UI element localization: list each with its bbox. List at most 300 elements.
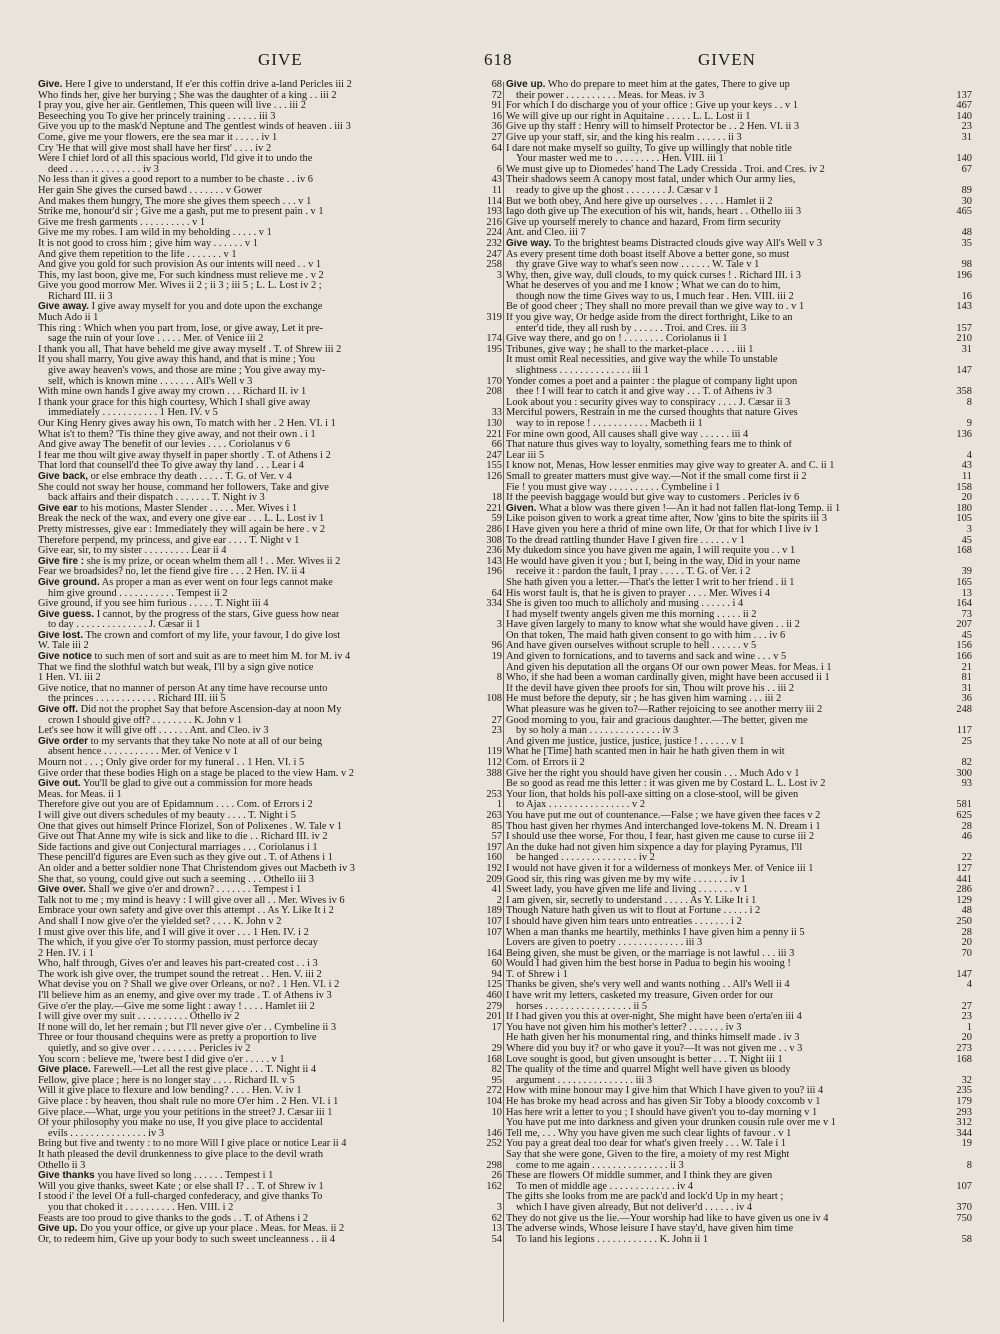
line-text bbox=[38, 1076, 295, 1087]
line-number: 62 bbox=[460, 1214, 502, 1225]
concordance-line bbox=[506, 1192, 972, 1203]
line-text bbox=[506, 398, 790, 409]
line-text bbox=[38, 536, 299, 547]
line-text bbox=[506, 80, 790, 91]
quotation: I thank you all, That have beheld me give away myself . T. of Shrew iii 2 bbox=[38, 344, 342, 355]
concordance-line bbox=[38, 641, 502, 652]
quotation: to such men of sort and suit as are to meet him M. for M. iv 4 bbox=[94, 652, 351, 663]
concordance-line bbox=[506, 144, 972, 155]
line-number: 94 bbox=[460, 970, 502, 981]
line-number: 36 bbox=[460, 122, 502, 133]
quotation: Though Nature hath given us wit to flout at Fortune . . . . . i 2 bbox=[506, 906, 761, 917]
line-text bbox=[516, 1182, 693, 1193]
line-number: 39 bbox=[930, 567, 972, 578]
concordance-line bbox=[38, 864, 502, 875]
line-number: 236 bbox=[460, 546, 502, 557]
quotation: No less than it gives a good report to a number to be chaste . . iv 6 bbox=[38, 175, 314, 186]
concordance-line bbox=[38, 493, 502, 504]
concordance-line bbox=[38, 1182, 502, 1193]
line-text bbox=[506, 101, 798, 112]
quotation: He must before the deputy, sir ; he has given him warning . . . iii 2 bbox=[506, 694, 782, 705]
concordance-line bbox=[506, 790, 972, 801]
line-text bbox=[506, 747, 785, 758]
concordance-line bbox=[506, 980, 972, 991]
line-number: 8 bbox=[460, 673, 502, 684]
quotation: come to me again . . . . . . . . . . . . . . . ii 3 bbox=[516, 1160, 684, 1171]
running-head-right: GIVEN bbox=[698, 50, 756, 69]
concordance-line bbox=[506, 800, 972, 811]
line-text bbox=[506, 970, 568, 981]
concordance-line bbox=[38, 292, 502, 303]
concordance-line bbox=[38, 472, 502, 483]
line-number: 293 bbox=[930, 1108, 972, 1119]
headword: Given. bbox=[506, 503, 537, 514]
concordance-line bbox=[506, 483, 972, 494]
line-text bbox=[48, 292, 113, 303]
line-number: 179 bbox=[930, 1097, 972, 1108]
line-text bbox=[506, 641, 756, 652]
quotation: Beseeching you To give her princely training . . . . . . iii 3 bbox=[38, 111, 276, 122]
concordance-line bbox=[506, 377, 972, 388]
concordance-line bbox=[506, 663, 972, 674]
concordance-line bbox=[506, 1118, 972, 1129]
concordance-line bbox=[38, 1235, 502, 1246]
line-number: 193 bbox=[460, 207, 502, 218]
concordance-line bbox=[506, 928, 972, 939]
line-text bbox=[506, 578, 794, 589]
concordance-line bbox=[38, 557, 502, 568]
quotation: Come, give me your flowers, ere the sea mar it . . . . . iv 1 bbox=[38, 132, 278, 143]
concordance-line bbox=[506, 1214, 972, 1225]
right-column bbox=[506, 80, 972, 1325]
concordance-line bbox=[506, 1065, 972, 1076]
line-number: 70 bbox=[930, 949, 972, 960]
line-text bbox=[38, 1055, 285, 1066]
line-number: 54 bbox=[460, 1235, 502, 1246]
line-number: 108 bbox=[460, 694, 502, 705]
quotation: I had myself twenty angels given me this morning . . . . . ii 2 bbox=[506, 609, 757, 620]
line-text bbox=[48, 1044, 251, 1055]
quotation: Merciful powers, Restrain in me the cursed thoughts that nature Gives bbox=[506, 408, 798, 419]
line-number: 146 bbox=[460, 1129, 502, 1140]
line-text bbox=[38, 991, 332, 1002]
concordance-line bbox=[506, 302, 972, 313]
concordance-line bbox=[38, 928, 502, 939]
line-text bbox=[38, 260, 321, 271]
left-column bbox=[38, 80, 502, 1325]
line-number: 73 bbox=[930, 610, 972, 621]
quotation: Give ground, if you see him furious . . . . . T. Night iii 4 bbox=[38, 599, 269, 610]
line-text bbox=[38, 80, 352, 91]
line-number: 197 bbox=[460, 843, 502, 854]
concordance-line bbox=[38, 207, 502, 218]
concordance-line bbox=[506, 567, 972, 578]
line-text bbox=[506, 271, 801, 282]
concordance-line bbox=[506, 853, 972, 864]
concordance-line bbox=[38, 345, 502, 356]
line-text bbox=[506, 1055, 783, 1066]
line-text bbox=[506, 716, 808, 727]
concordance-line bbox=[38, 1086, 502, 1097]
line-number: 750 bbox=[930, 1214, 972, 1225]
line-number: 107 bbox=[460, 917, 502, 928]
line-text bbox=[38, 959, 318, 970]
line-number: 107 bbox=[460, 928, 502, 939]
line-number: 3 bbox=[460, 620, 502, 631]
line-text bbox=[38, 91, 337, 102]
concordance-line bbox=[38, 165, 502, 176]
line-text bbox=[506, 355, 778, 366]
quotation: the princes . . . . . . . . . . . . Richard III. iii 5 bbox=[48, 694, 226, 705]
line-text bbox=[38, 970, 322, 981]
line-number: 168 bbox=[930, 1055, 972, 1066]
quotation: And shall I now give o'er the yielded set? . . . . K. John v 2 bbox=[38, 916, 282, 927]
quotation: Farewell.—Let all the rest give place . . . T. Night ii 4 bbox=[93, 1065, 317, 1076]
line-text bbox=[38, 980, 339, 991]
quotation: way to in repose ! . . . . . . . . . . . Macbeth ii 1 bbox=[516, 419, 703, 429]
quotation: Your lion, that holds his poll-axe sitting on a close-stool, will be given bbox=[506, 789, 799, 800]
concordance-line bbox=[38, 1171, 502, 1182]
line-text bbox=[506, 430, 748, 441]
concordance-line bbox=[506, 546, 972, 557]
concordance-line bbox=[38, 949, 502, 960]
quotation: If you give way, Or hedge aside from the direct forthright, Like to an bbox=[506, 313, 793, 324]
line-number: 126 bbox=[460, 472, 502, 483]
concordance-line bbox=[506, 589, 972, 600]
line-text bbox=[506, 652, 786, 663]
headword: Give order bbox=[38, 736, 89, 747]
concordance-line bbox=[506, 101, 972, 112]
line-text bbox=[38, 112, 275, 123]
line-text bbox=[38, 271, 324, 282]
line-text bbox=[506, 250, 789, 261]
line-text bbox=[38, 673, 101, 684]
concordance-line bbox=[38, 514, 502, 525]
line-text bbox=[516, 260, 759, 271]
concordance-line bbox=[38, 525, 502, 536]
concordance-line bbox=[38, 1108, 502, 1119]
concordance-line bbox=[506, 1171, 972, 1182]
line-number: 36 bbox=[930, 694, 972, 705]
quotation: As every present time doth boast itself Above a better gone, so must bbox=[506, 249, 790, 260]
quotation: Let's see how it will give off . . . . . . Ant. and Cleo. iv 3 bbox=[38, 726, 269, 737]
concordance-line bbox=[38, 1139, 502, 1150]
concordance-line bbox=[506, 218, 972, 229]
quotation: Give order that these bodies High on a stage be placed to the view Ham. v 2 bbox=[38, 768, 354, 779]
line-text bbox=[506, 1065, 791, 1076]
quotation: I stood i' the level Of a full-charged confederacy, and give thanks To bbox=[38, 1192, 323, 1203]
line-text bbox=[506, 1097, 820, 1108]
line-number: 82 bbox=[460, 1065, 502, 1076]
quotation: Therefore perpend, my princess, and give ear . . . . T. Night v 1 bbox=[38, 535, 300, 546]
line-text bbox=[38, 1065, 316, 1076]
line-number: 388 bbox=[460, 769, 502, 780]
concordance-line bbox=[506, 758, 972, 769]
quotation: For mine own good, All causes shall give way . . . . . . iii 4 bbox=[506, 429, 749, 440]
quotation: or else embrace thy death . . . . . T. G. of Ver. v 4 bbox=[90, 471, 292, 482]
line-number: 13 bbox=[460, 1224, 502, 1235]
line-number: 60 bbox=[460, 959, 502, 970]
concordance-line bbox=[38, 80, 502, 91]
quotation: Your master wed me to . . . . . . . . . Hen. VIII. iii 1 bbox=[516, 154, 724, 165]
concordance-line bbox=[506, 811, 972, 822]
line-number: 28 bbox=[930, 928, 972, 939]
line-number: 465 bbox=[930, 207, 972, 218]
quotation: You have not given him his mother's letter? . . . . . . . iv 3 bbox=[506, 1022, 742, 1033]
line-number: 224 bbox=[460, 228, 502, 239]
quotation: You have put me into darkness and given your drunken cousin rule over me v 1 bbox=[506, 1118, 836, 1129]
line-number: 158 bbox=[930, 483, 972, 494]
quotation: enter'd tide, they all rush by . . . . . . Troi. and Cres. iii 3 bbox=[516, 323, 747, 334]
line-text bbox=[506, 1012, 802, 1023]
concordance-line bbox=[38, 589, 502, 600]
quotation: As proper a man as ever went on four legs cannot make bbox=[101, 577, 333, 588]
line-text bbox=[506, 779, 825, 790]
concordance-line bbox=[506, 779, 972, 790]
line-text bbox=[38, 1224, 344, 1235]
quotation: to Ajax . . . . . . . . . . . . . . . . v 2 bbox=[516, 800, 646, 811]
line-text bbox=[38, 525, 325, 536]
line-number: 308 bbox=[460, 536, 502, 547]
concordance-line bbox=[38, 1076, 502, 1087]
line-text bbox=[506, 1150, 789, 1161]
concordance-line bbox=[38, 546, 502, 557]
line-text bbox=[506, 557, 800, 568]
line-text bbox=[38, 875, 314, 886]
quotation: It is not good to cross him ; give him way . . . . . . v 1 bbox=[38, 238, 258, 249]
line-text bbox=[506, 504, 840, 515]
concordance-line bbox=[38, 843, 502, 854]
quotation: receive it : pardon the fault, I pray . . . . . T. G. of Ver. i 2 bbox=[516, 567, 751, 578]
line-text bbox=[38, 790, 122, 801]
line-text bbox=[38, 1235, 335, 1246]
quotation: She hath given you a letter.—That's the letter I writ to her friend . ii 1 bbox=[506, 577, 795, 588]
concordance-line bbox=[38, 631, 502, 642]
line-text bbox=[38, 154, 312, 165]
line-text bbox=[38, 175, 313, 186]
line-number: 104 bbox=[460, 1097, 502, 1108]
line-number: 253 bbox=[460, 790, 502, 801]
concordance-line bbox=[506, 250, 972, 261]
quotation: I dare not make myself so guilty, To give up willingly that noble title bbox=[506, 143, 792, 154]
line-text bbox=[38, 239, 258, 250]
line-text bbox=[506, 451, 544, 462]
concordance-line bbox=[506, 769, 972, 780]
line-number: 16 bbox=[460, 112, 502, 123]
concordance-line bbox=[38, 758, 502, 769]
line-text bbox=[38, 864, 355, 875]
line-number: 64 bbox=[460, 589, 502, 600]
line-text bbox=[506, 345, 754, 356]
line-number: 162 bbox=[460, 1182, 502, 1193]
line-number: 235 bbox=[930, 1086, 972, 1097]
concordance-line bbox=[38, 483, 502, 494]
quotation: Cry 'He that will give most shall have her first' . . . . iv 2 bbox=[38, 143, 272, 154]
quotation: Here I give to understand, If e'er this coffin drive a-land Pericles iii 2 bbox=[65, 80, 352, 90]
quotation: She that, so young, could give out such a seeming . . . Othello iii 3 bbox=[38, 874, 314, 885]
concordance-line bbox=[506, 525, 972, 536]
line-number: 27 bbox=[460, 716, 502, 727]
line-number: 298 bbox=[460, 1161, 502, 1172]
line-text bbox=[38, 281, 322, 292]
line-number: 4 bbox=[930, 980, 972, 991]
quotation: What pleasure was he given to?—Rather rejoicing to see another merry iii 2 bbox=[506, 705, 823, 716]
line-number: 344 bbox=[930, 1129, 972, 1140]
concordance-line bbox=[506, 885, 972, 896]
line-text bbox=[38, 387, 306, 398]
concordance-line bbox=[38, 1224, 502, 1235]
line-text bbox=[506, 917, 742, 928]
running-head-left: GIVE bbox=[258, 50, 303, 69]
quotation: She could not sway her house, command her followers, Take and give bbox=[38, 482, 329, 493]
line-text bbox=[38, 906, 334, 917]
concordance-line bbox=[38, 726, 502, 737]
quotation: Do you your office, or give up your place . Meas. for Meas. ii 2 bbox=[80, 1224, 345, 1235]
line-text bbox=[38, 1118, 323, 1129]
line-number: 13 bbox=[930, 589, 972, 600]
concordance-line bbox=[38, 832, 502, 843]
quotation: That nature thus gives way to loyalty, something fears me to think of bbox=[506, 440, 792, 451]
line-text bbox=[38, 324, 323, 335]
quotation: Bring but five and twenty : to no more Will I give place or notice Lear ii 4 bbox=[38, 1139, 347, 1150]
quotation: Talk not to me ; my mind is heavy : I will give over all . . Mer. Wives iv 6 bbox=[38, 895, 345, 906]
quotation: you have lived so long . . . . . . Tempest i 1 bbox=[97, 1171, 274, 1182]
quotation: to his motions, Master Slender . . . . . Mer. Wives i 1 bbox=[80, 503, 298, 514]
quotation: Tribunes, give way ; he shall to the market-place . . . . . iii 1 bbox=[506, 344, 754, 355]
quotation: quietly, and so give over . . . . . . . . . Pericles iv 2 bbox=[48, 1044, 251, 1055]
line-text bbox=[38, 599, 269, 610]
quotation: Give out That Anne my wife is sick and like to die . . Richard III. iv 2 bbox=[38, 832, 328, 843]
quotation: My dukedom since you have given me again, I will requite you . . v 1 bbox=[506, 546, 796, 557]
concordance-line bbox=[38, 1118, 502, 1129]
line-number: 263 bbox=[460, 811, 502, 822]
line-number: 581 bbox=[930, 800, 972, 811]
line-number: 273 bbox=[930, 1044, 972, 1055]
line-number: 66 bbox=[460, 440, 502, 451]
line-text bbox=[506, 440, 792, 451]
concordance-line bbox=[38, 610, 502, 621]
line-number: 72 bbox=[460, 91, 502, 102]
concordance-line bbox=[506, 843, 972, 854]
line-text bbox=[506, 1214, 828, 1225]
quotation: The work ish give over, the trumpet sound the retreat . . Hen. V. iii 2 bbox=[38, 969, 322, 980]
line-text bbox=[506, 197, 773, 208]
line-text bbox=[506, 620, 800, 631]
line-text bbox=[506, 1086, 823, 1097]
line-text bbox=[506, 769, 799, 780]
concordance-line bbox=[38, 504, 502, 515]
line-number: 208 bbox=[460, 387, 502, 398]
quotation: Fellow, give place ; here is no longer stay . . . . Richard II. v 5 bbox=[38, 1075, 295, 1086]
quotation: With mine own hands I give away my crown . . . Richard II. iv 1 bbox=[38, 387, 307, 398]
line-text bbox=[38, 705, 342, 716]
line-text bbox=[48, 1129, 164, 1140]
line-text bbox=[38, 737, 322, 748]
concordance-line bbox=[38, 1033, 502, 1044]
quotation: Give place.—What, urge you your petitions in the street? J. Cæsar iii 1 bbox=[38, 1107, 333, 1118]
line-text bbox=[38, 1002, 315, 1013]
line-text bbox=[38, 504, 297, 515]
line-text bbox=[506, 313, 792, 324]
line-text bbox=[506, 1108, 817, 1119]
line-text bbox=[48, 366, 325, 377]
quotation: Give me my robes. I am wild in my beholding . . . . . v 1 bbox=[38, 228, 272, 239]
line-number: 11 bbox=[460, 186, 502, 197]
concordance-line bbox=[506, 896, 972, 907]
line-number: 140 bbox=[930, 112, 972, 123]
line-text bbox=[506, 906, 760, 917]
quotation: Give o'er the play.—Give me some light : away ! . . . . Hamlet iii 2 bbox=[38, 1001, 315, 1012]
concordance-line bbox=[38, 1065, 502, 1076]
quotation: Say that she were gone, Given to the fire, a moiety of my rest Might bbox=[506, 1149, 790, 1160]
line-text bbox=[38, 822, 342, 833]
line-text bbox=[38, 355, 315, 366]
line-text bbox=[506, 1118, 836, 1129]
quotation: Give ear, sir, to my sister . . . . . . . . . Lear ii 4 bbox=[38, 546, 227, 557]
concordance-line bbox=[506, 832, 972, 843]
line-text bbox=[48, 747, 238, 758]
line-text bbox=[506, 822, 821, 833]
line-text bbox=[38, 483, 329, 494]
concordance-line bbox=[506, 1139, 972, 1150]
concordance-line bbox=[38, 302, 502, 313]
line-text bbox=[38, 398, 310, 409]
line-text bbox=[516, 1235, 708, 1246]
line-number: 165 bbox=[930, 578, 972, 589]
concordance-line bbox=[38, 1023, 502, 1034]
line-number: 18 bbox=[460, 493, 502, 504]
line-text bbox=[38, 631, 340, 642]
quotation: I Have given you here a thrid of mine own life, Or that for which I live iv 1 bbox=[506, 524, 820, 535]
line-number: 30 bbox=[930, 197, 972, 208]
line-number: 216 bbox=[460, 218, 502, 229]
quotation: Who, if she had been a woman cardinally given, might have been accused ii 1 bbox=[506, 673, 830, 684]
concordance-line bbox=[506, 1224, 972, 1235]
quotation: This, my last boon, give me, For such kindness must relieve me . v 2 bbox=[38, 270, 324, 281]
quotation: To the brightest beams Distracted clouds give way All's Well v 3 bbox=[553, 238, 823, 249]
quotation: Be so good as read me this letter : it was given me by Costard L. L. Lost iv 2 bbox=[506, 779, 826, 790]
line-text bbox=[38, 769, 354, 780]
line-number: 6 bbox=[460, 165, 502, 176]
line-number: 10 bbox=[460, 1108, 502, 1119]
concordance-line bbox=[38, 112, 502, 123]
concordance-line bbox=[506, 1235, 972, 1246]
line-text bbox=[506, 302, 804, 313]
concordance-line bbox=[38, 250, 502, 261]
line-number: 192 bbox=[460, 864, 502, 875]
quotation: Mourn not . . . ; Only give order for my funeral . . 1 Hen. VI. i 5 bbox=[38, 758, 305, 768]
line-number: 3 bbox=[460, 271, 502, 282]
quotation: Who, half through, Gives o'er and leaves his part-created cost . . i 3 bbox=[38, 959, 318, 970]
concordance-line bbox=[38, 694, 502, 705]
line-number: 125 bbox=[460, 980, 502, 991]
line-number: 11 bbox=[930, 472, 972, 483]
concordance-line bbox=[38, 1192, 502, 1203]
column-rule bbox=[503, 82, 504, 1322]
line-text bbox=[516, 186, 719, 197]
line-number: 196 bbox=[460, 567, 502, 578]
line-number: 4 bbox=[930, 451, 972, 462]
page-number: 618 bbox=[484, 50, 513, 69]
line-number: 3 bbox=[460, 1203, 502, 1214]
concordance-line bbox=[38, 451, 502, 462]
quotation: Yonder comes a poet and a painter : the plague of company light upon bbox=[506, 376, 798, 387]
line-number: 20 bbox=[930, 938, 972, 949]
headword: Give. bbox=[38, 80, 63, 90]
concordance-line bbox=[506, 324, 972, 335]
line-text bbox=[38, 684, 327, 695]
quotation: When a man thanks me heartily, methinks I have given him a penny ii 5 bbox=[506, 927, 805, 938]
